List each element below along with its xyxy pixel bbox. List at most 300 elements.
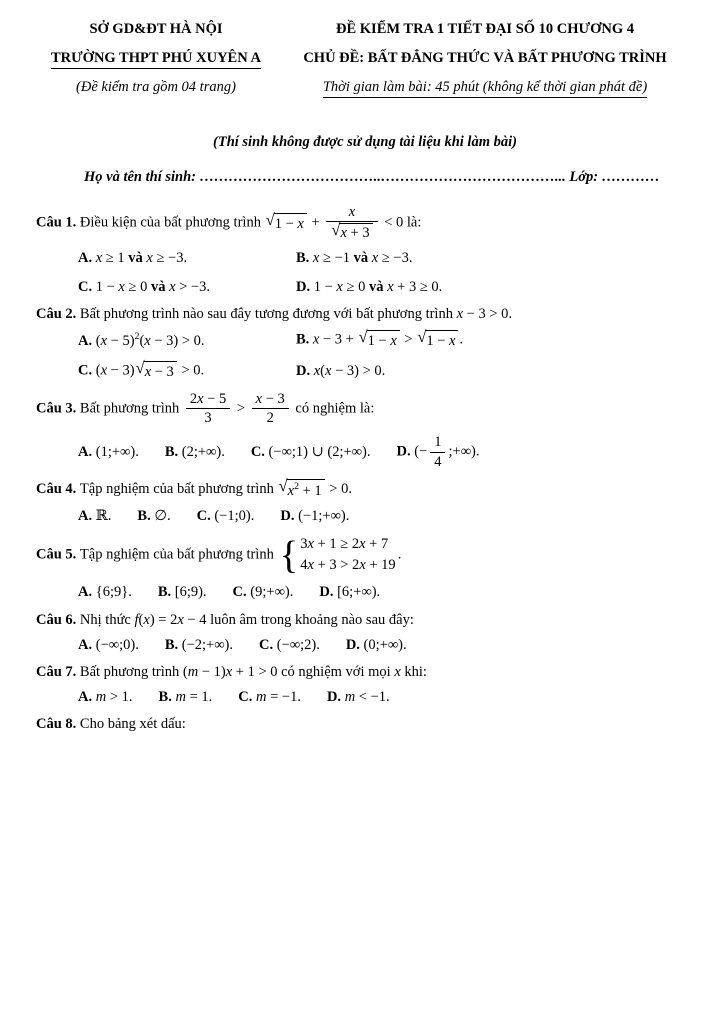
- option-label: B.: [157, 584, 175, 601]
- math-token: ≥ −3: [152, 249, 184, 266]
- math-token: (−∞;0): [95, 636, 136, 653]
- math-expression: [434, 434, 441, 450]
- math-token: x: [387, 279, 394, 296]
- math-token: + 7: [365, 536, 389, 553]
- text-run: .: [381, 363, 386, 380]
- square-root: [278, 476, 324, 500]
- math-token: 3: [204, 410, 212, 427]
- option-label: C.: [78, 279, 96, 296]
- math-expression: [256, 689, 297, 705]
- math-token: x: [449, 333, 456, 350]
- math-token: (: [95, 362, 101, 379]
- option-a: [78, 249, 187, 267]
- text-run: khi:: [400, 663, 427, 680]
- option-b: [158, 583, 207, 601]
- math-token: − 3 > 0: [463, 306, 509, 323]
- math-token: ≥ −1: [319, 249, 350, 266]
- question-stem: [36, 391, 694, 427]
- math-expression: [96, 279, 148, 295]
- question-number: Câu 8.: [36, 716, 80, 733]
- square-root: [417, 327, 458, 350]
- math-token: 1: [434, 433, 442, 450]
- denominator: [326, 222, 377, 242]
- question-5: [36, 534, 694, 601]
- math-expression: [145, 364, 174, 380]
- option-label: B.: [164, 636, 182, 653]
- option-c: [78, 358, 205, 381]
- radicand: [274, 213, 307, 233]
- math-token: − 4: [183, 611, 207, 628]
- math-token: x: [336, 279, 343, 296]
- math-token: ;+∞): [448, 443, 476, 460]
- fraction: [430, 434, 445, 470]
- question-6: [36, 611, 694, 654]
- text-run: .: [107, 508, 112, 525]
- math-token: (1;+∞): [95, 444, 136, 461]
- text-run: .: [229, 636, 233, 653]
- option-b: [159, 688, 213, 706]
- text-run: .: [289, 584, 294, 601]
- math-token: x: [287, 483, 295, 500]
- student-name-line: [84, 168, 694, 186]
- math-expression: [426, 333, 455, 349]
- math-token: − 3) > 0: [150, 332, 201, 349]
- math-token: (: [320, 363, 326, 380]
- math-token: >: [233, 400, 249, 417]
- bold-text-run: và: [147, 279, 170, 296]
- math-token: + 1 ≥ 2: [313, 536, 360, 553]
- denominator: [186, 409, 230, 427]
- option-a: [78, 583, 132, 601]
- option-a: [78, 688, 133, 706]
- text-run: .: [221, 444, 225, 461]
- math-expression: [96, 584, 128, 600]
- math-expression: [175, 584, 203, 600]
- math-token: [6;+∞): [337, 584, 377, 601]
- option-a: [78, 507, 111, 525]
- text-run: .: [200, 362, 205, 379]
- math-expression: [96, 363, 135, 379]
- option-label: D.: [396, 443, 415, 460]
- math-expression: [267, 410, 274, 426]
- text-run: .: [128, 584, 132, 601]
- math-token: x: [169, 279, 176, 296]
- answer-options: [36, 636, 694, 654]
- option-b: [137, 507, 170, 525]
- text-run: .: [475, 443, 480, 460]
- math-token: 2: [266, 410, 274, 427]
- math-expression: [349, 204, 355, 220]
- math-token: 2: [189, 390, 198, 407]
- math-token: x: [225, 663, 233, 680]
- math-token: x: [143, 611, 150, 628]
- math-expression: [345, 689, 386, 705]
- text-run: .: [366, 444, 371, 461]
- math-token: x: [144, 332, 151, 349]
- system-of-inequalities: [279, 534, 395, 576]
- math-expression: [298, 508, 346, 524]
- math-token: [6;9): [174, 584, 203, 601]
- math-expression: [175, 689, 208, 705]
- math-token: m: [255, 688, 267, 705]
- option-label: A.: [78, 332, 96, 349]
- numerator: [252, 391, 289, 410]
- math-token: (: [139, 332, 145, 349]
- text-run: Bất phương trình: [79, 400, 183, 417]
- radical-sign: √: [265, 209, 275, 229]
- denominator: [252, 409, 289, 427]
- option-label: A.: [78, 688, 96, 705]
- math-token: 1 −: [367, 333, 391, 350]
- math-token: 3: [300, 536, 308, 553]
- text-run: .: [403, 636, 407, 653]
- option-label: C.: [259, 636, 277, 653]
- text-run: .: [297, 688, 301, 705]
- math-expression: [178, 363, 201, 379]
- math-token: + 19: [365, 557, 396, 574]
- radicand: [425, 330, 458, 350]
- system-lines: [300, 534, 395, 576]
- math-expression: [434, 454, 441, 470]
- math-token: − 3 +: [319, 331, 358, 348]
- math-expression: [401, 332, 416, 348]
- math-expression: [313, 332, 358, 348]
- math-token: > 1: [106, 688, 129, 705]
- math-expression: [448, 443, 475, 459]
- math-expression: [300, 557, 395, 573]
- exam-topic: CHỦ ĐỀ: BẤT ĐẲNG THỨC VÀ BẤT PHƯƠNG TRÌNH: [303, 50, 667, 67]
- math-token: m: [175, 688, 186, 705]
- math-token: >: [400, 331, 417, 348]
- math-token: x: [371, 249, 379, 266]
- option-c: [233, 583, 294, 601]
- math-token: x: [100, 362, 108, 379]
- question-stem: [36, 204, 694, 242]
- math-expression: [214, 508, 250, 524]
- math-expression: [182, 444, 221, 460]
- option-c: [197, 507, 255, 525]
- math-token: (9;+∞): [250, 584, 290, 601]
- text-run: .: [459, 331, 464, 348]
- option-label: C.: [196, 508, 215, 525]
- math-token: 4: [434, 453, 442, 470]
- text-run: Bất phương trình nào sau đây tương đương với bất phương trình: [79, 306, 457, 323]
- radical-sign: √: [278, 476, 288, 496]
- math-token: 1 −: [313, 279, 337, 296]
- math-expression: [135, 612, 207, 628]
- text-run: Bất phương trình: [79, 663, 183, 680]
- text-run: .: [135, 636, 139, 653]
- option-label: D.: [296, 279, 314, 296]
- fraction: [252, 391, 289, 427]
- math-expression: [183, 664, 278, 680]
- option-label: B.: [137, 508, 155, 525]
- text-run: .: [166, 508, 171, 525]
- math-expression: [96, 508, 108, 524]
- text-run: .: [128, 688, 133, 705]
- question-4: [36, 476, 694, 525]
- math-token: (2;+∞): [181, 444, 222, 461]
- square-root: [265, 209, 307, 233]
- math-expression: [299, 483, 322, 499]
- math-token: (−: [414, 443, 428, 460]
- option-label: C.: [232, 584, 251, 601]
- question-number: Câu 6.: [36, 611, 80, 628]
- option-d: [396, 434, 479, 470]
- math-token: ℝ: [95, 508, 108, 525]
- math-token: + 3 ≥ 0: [393, 279, 439, 296]
- school-name: TRƯỜNG THPT PHÚ XUYÊN A: [51, 50, 261, 69]
- math-token: x: [312, 249, 320, 266]
- question-stem: [36, 305, 694, 323]
- math-expression: [381, 214, 404, 230]
- math-expression: [269, 444, 367, 460]
- math-token: ≥ 0: [342, 279, 366, 296]
- math-token: ≥ −3: [378, 249, 409, 266]
- exam-header: [36, 20, 694, 107]
- math-expression: [337, 584, 376, 600]
- math-token: 1 −: [274, 215, 298, 232]
- math-token: x: [390, 333, 397, 350]
- math-expression: [326, 481, 349, 497]
- text-run: .: [202, 584, 207, 601]
- text-run: .: [316, 636, 320, 653]
- header-left-block: [36, 20, 276, 107]
- radical-sign: √: [417, 327, 427, 347]
- answer-options: [36, 327, 694, 381]
- math-expression: [204, 410, 211, 426]
- text-run: .: [348, 481, 352, 498]
- denominator: [430, 453, 445, 471]
- bold-text-run: và: [365, 279, 388, 296]
- math-token: (−1;0): [214, 508, 251, 525]
- class-label: Lớp:: [565, 168, 602, 185]
- math-token: x: [255, 390, 263, 407]
- math-token: + 1 > 0: [232, 663, 278, 680]
- text-run: Điều kiện của bất phương trình: [79, 214, 265, 231]
- question-3: [36, 391, 694, 471]
- math-expression: [457, 306, 509, 322]
- option-label: A.: [78, 444, 96, 461]
- question-7: [36, 663, 694, 706]
- math-token: − 5): [107, 332, 135, 349]
- math-token: < 0: [380, 214, 404, 231]
- math-expression: [277, 637, 316, 653]
- numerator: [430, 434, 445, 453]
- page-count-line: [36, 78, 276, 96]
- option-label: A.: [78, 249, 96, 266]
- math-expression: [300, 536, 388, 552]
- math-expression: [182, 637, 230, 653]
- question-number: Câu 5.: [36, 546, 80, 563]
- answer-options: [36, 507, 694, 525]
- math-token: ≥ 0: [124, 279, 148, 296]
- text-run: Nhị thức: [79, 611, 135, 628]
- question-number: Câu 2.: [36, 306, 80, 323]
- option-label: B.: [158, 688, 176, 705]
- math-expression: [313, 250, 350, 266]
- math-token: x: [325, 363, 332, 380]
- math-token: (−2;+∞): [181, 636, 230, 653]
- question-number: Câu 7.: [36, 663, 80, 680]
- answer-options: [36, 583, 694, 601]
- text-run: Cho bảng xét dấu:: [79, 716, 186, 733]
- text-run: .: [438, 279, 443, 296]
- math-token: x: [146, 249, 153, 266]
- math-token: x: [359, 557, 366, 574]
- math-token: (−1;+∞): [298, 508, 346, 525]
- square-root: [331, 220, 372, 242]
- math-token: m: [344, 688, 356, 705]
- math-token: x: [307, 557, 314, 574]
- option-label: D.: [326, 688, 345, 705]
- math-expression: [250, 584, 289, 600]
- math-token: +: [307, 214, 324, 231]
- text-run: .: [206, 279, 210, 296]
- option-label: D.: [296, 363, 314, 380]
- math-token: x: [313, 363, 321, 380]
- text-run: .: [208, 688, 213, 705]
- radical-sign: √: [358, 327, 368, 347]
- math-expression: [233, 400, 248, 416]
- question-number: Câu 4.: [36, 481, 80, 498]
- superscript: 2: [134, 330, 140, 342]
- math-expression: [308, 214, 323, 230]
- question-stem: [36, 534, 694, 576]
- option-c: [259, 636, 320, 654]
- answer-options: [36, 434, 694, 470]
- option-b: [296, 249, 412, 267]
- option-d: [327, 688, 390, 706]
- class-dots: …………: [601, 168, 660, 185]
- option-label: A.: [78, 584, 96, 601]
- superscript: 2: [294, 481, 299, 493]
- system-line: [300, 555, 395, 576]
- text-run: .: [250, 508, 255, 525]
- question-number: Câu 3.: [36, 400, 80, 417]
- math-token: x: [95, 249, 103, 266]
- math-expression: [372, 250, 409, 266]
- math-token: (: [95, 332, 101, 349]
- option-label: C.: [78, 362, 96, 379]
- math-token: x: [100, 332, 108, 349]
- answer-options: [36, 688, 694, 706]
- math-token: {6;9}: [95, 584, 129, 601]
- bold-text-run: và: [124, 249, 147, 266]
- math-token: − 5: [203, 390, 227, 407]
- radicand: [339, 223, 372, 242]
- question-stem: [36, 715, 694, 733]
- math-expression: [96, 333, 135, 349]
- option-label: B.: [164, 444, 182, 461]
- math-token: ) = 2: [149, 611, 178, 628]
- text-run: luôn âm trong khoảng nào sau đây:: [206, 611, 414, 628]
- exam-topic-line: [276, 49, 694, 67]
- option-d: [319, 583, 380, 601]
- text-run: .: [386, 688, 390, 705]
- square-root: [358, 327, 399, 350]
- text-run: .: [408, 249, 413, 266]
- math-expression: [275, 216, 304, 232]
- option-label: D.: [319, 584, 338, 601]
- math-expression: [314, 279, 366, 295]
- math-token: x: [177, 611, 184, 628]
- math-expression: [190, 391, 226, 407]
- math-token: x: [456, 306, 464, 323]
- option-d: [346, 636, 407, 654]
- math-token: > −3: [175, 279, 207, 296]
- option-label: B.: [296, 249, 313, 266]
- math-token: x: [340, 225, 347, 242]
- math-expression: [387, 279, 439, 295]
- exam-notice: (Thí sinh không được sử dụng tài liệu khi làm bài): [213, 134, 517, 151]
- text-run: .: [183, 249, 188, 266]
- numerator: [186, 391, 230, 410]
- option-b: [165, 636, 233, 654]
- text-run: .: [397, 546, 402, 563]
- math-token: ≥ 1: [102, 249, 125, 266]
- math-expression: [314, 363, 382, 379]
- text-run: có nghiệm với mọi: [277, 663, 395, 680]
- math-expression: [364, 637, 403, 653]
- question-stem: [36, 663, 694, 681]
- text-run: .: [200, 332, 205, 349]
- option-d: [296, 278, 442, 296]
- option-c: [251, 443, 371, 461]
- question-1: [36, 204, 694, 297]
- math-token: (: [138, 611, 144, 628]
- fraction: [186, 391, 230, 427]
- math-token: 1 −: [426, 333, 450, 350]
- math-token: x: [118, 279, 125, 296]
- question-8: [36, 715, 694, 733]
- math-token: x: [312, 331, 320, 348]
- question-stem: [36, 476, 694, 500]
- math-token: > 0: [177, 362, 201, 379]
- option-d: [296, 362, 385, 380]
- math-token: x: [197, 390, 204, 407]
- math-expression: [96, 250, 125, 266]
- header-right-block: [276, 20, 694, 107]
- math-token: − 3): [107, 362, 135, 379]
- math-token: + 1: [298, 483, 322, 500]
- math-token: x: [307, 536, 314, 553]
- exam-duration-line: [276, 78, 694, 96]
- radical-sign: √: [331, 220, 341, 240]
- radicand: [367, 330, 400, 350]
- math-token: − 3: [262, 390, 285, 407]
- text-run: là:: [403, 214, 422, 231]
- left-brace: {: [279, 533, 299, 577]
- question-stem: [36, 611, 694, 629]
- math-token: − 1): [198, 663, 226, 680]
- math-expression: [414, 443, 427, 459]
- radical-sign: √: [135, 358, 145, 378]
- math-token: f: [134, 611, 139, 628]
- math-token: (: [182, 663, 188, 680]
- option-c: [238, 688, 301, 706]
- math-token: < −1: [355, 688, 387, 705]
- math-expression: [96, 637, 135, 653]
- math-token: = −1: [266, 688, 298, 705]
- math-token: m: [187, 663, 199, 680]
- option-label: A.: [78, 636, 96, 653]
- math-expression: [368, 333, 397, 349]
- page-count-note: (Đề kiểm tra gồm 04 trang): [76, 79, 236, 96]
- math-expression: [96, 689, 129, 705]
- math-token: > 0: [325, 481, 349, 498]
- text-run: .: [376, 584, 381, 601]
